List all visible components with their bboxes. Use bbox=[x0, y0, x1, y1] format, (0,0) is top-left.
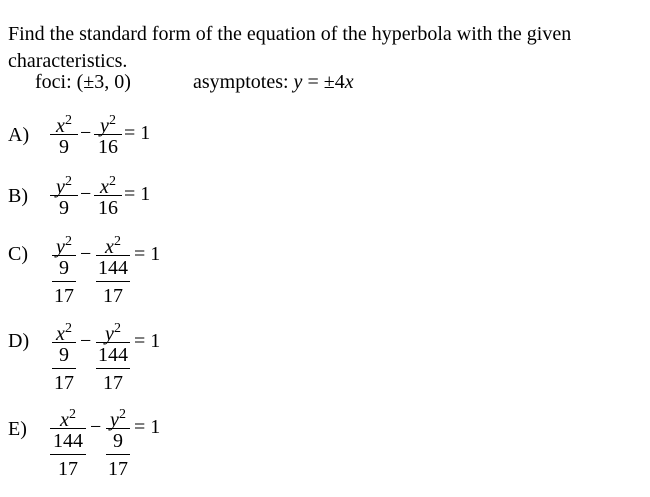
numerator: $x^2$ bbox=[56, 113, 72, 137]
fraction-bar bbox=[50, 195, 78, 196]
minus-sign: − bbox=[80, 183, 92, 205]
equals-one: = 1 bbox=[134, 243, 161, 265]
fraction-bar bbox=[52, 281, 76, 282]
denominator: 9 bbox=[59, 136, 69, 158]
sub-denominator bbox=[50, 452, 86, 482]
fraction-bar bbox=[96, 255, 130, 256]
fraction-bar bbox=[94, 134, 122, 135]
minus-sign: − bbox=[80, 122, 92, 144]
fraction-bar bbox=[106, 454, 130, 455]
denominator: 16 bbox=[98, 136, 118, 158]
equals-one: = 1 bbox=[134, 416, 161, 438]
option-letter: D) bbox=[8, 330, 30, 352]
numerator: $y^2$ bbox=[105, 321, 121, 345]
numerator: $y^2$ bbox=[110, 407, 126, 431]
denominator-numerator: 9 bbox=[59, 344, 69, 366]
asymptotes-eq-rest: = ±4 bbox=[302, 71, 345, 93]
numerator: $x^2$ bbox=[60, 407, 76, 431]
question-text bbox=[8, 21, 638, 75]
numerator: $x^2$ bbox=[105, 234, 121, 258]
equals-one: = 1 bbox=[124, 122, 151, 144]
numerator: $y^2$ bbox=[56, 174, 72, 198]
option-letter: A) bbox=[8, 124, 30, 146]
denominator-numerator: 144 bbox=[53, 430, 83, 452]
asymptotes-var-x: x bbox=[344, 71, 354, 93]
sub-denominator bbox=[96, 366, 130, 396]
fraction-term-1 bbox=[52, 318, 76, 368]
denominator-denominator: 17 bbox=[54, 285, 74, 307]
fraction-term-1 bbox=[52, 231, 76, 281]
sub-denominator bbox=[96, 279, 130, 309]
fraction-term-2 bbox=[96, 231, 130, 281]
denominator-numerator: 9 bbox=[59, 257, 69, 279]
fraction-term-2 bbox=[94, 171, 122, 221]
denominator-denominator: 17 bbox=[103, 285, 123, 307]
denominator-denominator: 17 bbox=[108, 458, 128, 480]
fraction-bar bbox=[52, 342, 76, 343]
sub-denominator bbox=[52, 366, 76, 396]
asymptotes-var-y: y bbox=[293, 71, 303, 93]
fraction-bar bbox=[50, 134, 78, 135]
denominator-denominator: 17 bbox=[58, 458, 78, 480]
denominator-numerator: 144 bbox=[98, 257, 128, 279]
fraction-bar bbox=[96, 342, 130, 343]
numerator: $x^2$ bbox=[56, 321, 72, 345]
fraction-bar bbox=[94, 195, 122, 196]
denominator: 16 bbox=[98, 197, 118, 219]
fraction-bar bbox=[96, 281, 130, 282]
minus-sign: − bbox=[90, 416, 102, 438]
denominator-numerator: 9 bbox=[113, 430, 123, 452]
fraction-bar bbox=[106, 428, 130, 429]
fraction-bar bbox=[52, 255, 76, 256]
numerator: $x^2$ bbox=[100, 174, 116, 198]
fraction-bar bbox=[50, 454, 86, 455]
fraction-term-2 bbox=[106, 404, 130, 454]
equals-one: = 1 bbox=[124, 183, 151, 205]
sub-denominator bbox=[106, 452, 130, 482]
fraction-term-1 bbox=[50, 404, 86, 454]
numerator: $y^2$ bbox=[56, 234, 72, 258]
option-letter: C) bbox=[8, 243, 28, 265]
option-letter: E) bbox=[8, 418, 27, 440]
denominator: 9 bbox=[59, 197, 69, 219]
numerator: $y^2$ bbox=[100, 113, 116, 137]
denominator-denominator: 17 bbox=[103, 372, 123, 394]
fraction-term-2 bbox=[96, 318, 130, 368]
minus-sign: − bbox=[80, 243, 92, 265]
fraction-term-1 bbox=[50, 110, 78, 160]
sub-denominator bbox=[52, 279, 76, 309]
option-e[interactable] bbox=[0, 404, 200, 484]
minus-sign: − bbox=[80, 330, 92, 352]
fraction-term-1 bbox=[50, 171, 78, 221]
asymptotes-text bbox=[193, 71, 354, 94]
option-c[interactable] bbox=[0, 231, 200, 311]
question-line-1: Find the standard form of the equation of the hyperbola with the given bbox=[8, 23, 572, 45]
foci-text: foci: (±3, 0) bbox=[35, 71, 131, 93]
fraction-bar bbox=[96, 368, 130, 369]
equals-one: = 1 bbox=[134, 330, 161, 352]
fraction-bar bbox=[50, 428, 86, 429]
asymptotes-label: asymptotes: bbox=[193, 71, 289, 93]
option-d[interactable] bbox=[0, 318, 200, 398]
denominator-denominator: 17 bbox=[54, 372, 74, 394]
question-line-2: characteristics. bbox=[8, 50, 128, 72]
fraction-bar bbox=[52, 368, 76, 369]
denominator-numerator: 144 bbox=[98, 344, 128, 366]
option-letter: B) bbox=[8, 185, 28, 207]
fraction-term-2 bbox=[94, 110, 122, 160]
